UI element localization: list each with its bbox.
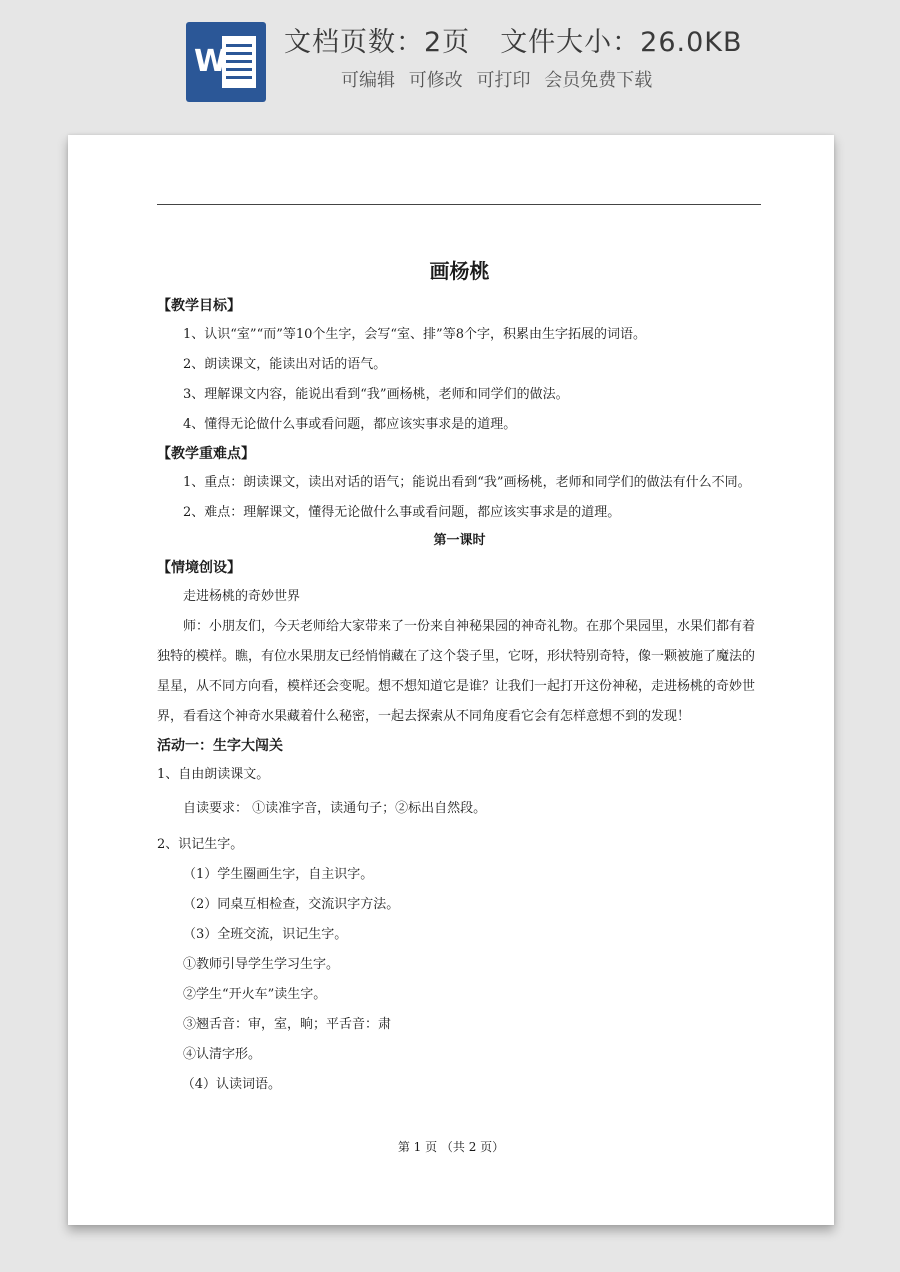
section-heading-scene: 【情境创设】 (157, 560, 241, 576)
page-count-label: 文档页数：2页 (284, 27, 471, 58)
activity-item: （4）认读词语。 (181, 1077, 281, 1092)
scene-subtitle: 走进杨桃的奇妙世界 (183, 589, 301, 604)
feature-modifiable: 可修改 (408, 70, 463, 91)
goal-item: 1、认识“室”“而”等10个生字，会写“室、排”等8个字，积累由生字拓展的词语。 (183, 327, 646, 342)
document-page (68, 135, 834, 1225)
goal-item: 4、懂得无论做什么事或看问题，都应该实事求是的道理。 (183, 417, 517, 432)
word-document-icon (186, 22, 266, 102)
scene-paragraph: 师：小朋友们，今天老师给大家带来了一份来自神秘果园的神奇礼物。在那个果园里，水果们都有着独特的模样。瞧，有位水果朋友已经悄悄藏在了这个袋子里，它呀，形状特别奇特，像一颗被施了魔法的星星，从不同方向看，模样还会变呢。想不想知道它是谁？让我们一起打开这份神秘，走进杨桃的奇妙世界，看看这个神奇水果藏着什么秘密，一起去探索从不同角度看它会有怎样意想不到的发现！ (157, 619, 756, 724)
file-info (284, 20, 743, 59)
activity-requirements: 自读要求： ①读准字音，读通句子；②标出自然段。 (183, 801, 487, 816)
download-banner (0, 0, 900, 120)
activity-step: 2、识记生字。 (157, 837, 244, 852)
activity-item: （2）同桌互相检查，交流识字方法。 (183, 897, 400, 912)
header-rule (157, 204, 761, 205)
key-point-item: 2、难点：理解课文，懂得无论做什么事或看问题，都应该实事求是的道理。 (183, 505, 621, 520)
feature-member-download: 会员免费下载 (544, 70, 653, 91)
activity-item: ③翘舌音：审，室，晌；平舌音：肃 (183, 1017, 392, 1032)
goal-item: 3、理解课文内容，能说出看到“我”画杨桃，老师和同学们的做法。 (183, 387, 569, 402)
document-body (157, 255, 762, 1100)
activity-item: ④认清字形。 (183, 1047, 262, 1062)
lesson-heading: 第一课时 (433, 533, 486, 548)
activity-item: ②学生“开火车”读生字。 (183, 987, 327, 1002)
page-footer: 第 1 页 （共 2 页） (397, 1140, 505, 1154)
feature-printable: 可打印 (476, 70, 531, 91)
activity-item: ①教师引导学生学习生字。 (183, 957, 340, 972)
key-point-item: 1、重点：朗读课文，读出对话的语气；能说出看到“我”画杨桃，老师和同学们的做法有什么不同。 (183, 475, 751, 490)
feature-list (341, 66, 660, 92)
activity-step: 1、自由朗读课文。 (157, 767, 270, 782)
document-title: 画杨桃 (429, 259, 490, 283)
word-icon-letter: W (194, 44, 228, 79)
feature-editable: 可编辑 (341, 70, 395, 91)
section-heading-key-points: 【教学重难点】 (157, 446, 255, 462)
section-heading-goals: 【教学目标】 (157, 298, 241, 314)
activity-item: （1）学生圈画生字，自主识字。 (183, 867, 374, 882)
file-size-label: 文件大小：26.0KB (500, 27, 743, 58)
activity-item: （3）全班交流，识记生字。 (183, 927, 348, 942)
section-heading-activity: 活动一：生字大闯关 (157, 738, 283, 754)
goal-item: 2、朗读课文，能读出对话的语气。 (183, 357, 387, 372)
